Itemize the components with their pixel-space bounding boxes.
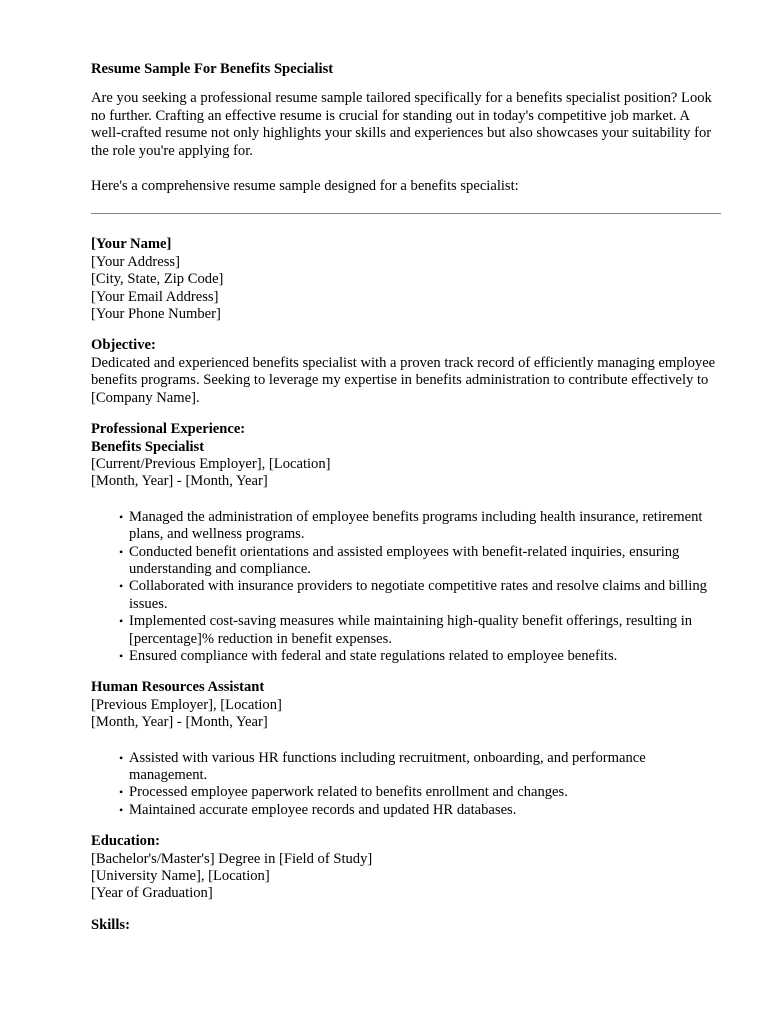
experience-heading: Professional Experience: [91,421,246,438]
education-year: [Year of Graduation] [91,885,213,902]
list-item: • Implemented cost-saving measures while maintaining high-quality benefit offerings, resulting in [percentage]% reduction in benefit expenses. [119,613,693,647]
objective-heading: Objective: [91,337,156,354]
bullet-icon: • [119,802,124,817]
horizontal-divider [91,213,721,214]
objective-text: Dedicated and experienced benefits specialist with a proven track record of efficiently managing employee benefits programs. Seeking to leverage my expertise in benefits administration to contribute effectively to [Company Name]. [91,354,716,406]
list-item: • Collaborated with insurance providers to negotiate competitive rates and resolve claims and billing issues. [119,578,707,612]
skills-heading: Skills: [91,916,130,933]
contact-address: [Your Address] [91,253,180,270]
contact-phone: [Your Phone Number] [91,306,221,323]
document-title: Resume Sample For Benefits Specialist [91,61,334,77]
job-dates: [Month, Year] - [Month, Year] [91,473,268,490]
contact-city: [City, State, Zip Code] [91,271,224,288]
job-title: Benefits Specialist [91,438,205,455]
education-degree: [Bachelor's/Master's] Degree in [Field of Study] [91,850,373,867]
list-item: • Conducted benefit orientations and assisted employees with benefit-related inquiries, ensuring understanding and compliance. [119,543,680,577]
job-bullet-list [91,509,722,666]
job-employer: [Previous Employer], [Location] [91,696,282,713]
job-entry [91,439,722,666]
bullet-icon: • [119,750,124,765]
bullet-icon: • [119,614,124,629]
education-university: [University Name], [Location] [91,868,270,885]
bullet-icon: • [119,785,124,800]
skills-section [91,917,722,934]
job-bullet-list [91,750,722,820]
contact-name: [Your Name] [91,236,172,253]
bullet-icon: • [119,509,124,524]
education-section [91,833,722,903]
list-item: • Assisted with various HR functions including recruitment, onboarding, and performance management. [119,749,646,783]
job-dates: [Month, Year] - [Month, Year] [91,714,268,731]
contact-block [91,236,722,323]
job-entry [91,679,722,819]
bullet-icon: • [119,648,124,663]
experience-section [91,421,722,819]
bullet-icon: • [119,544,124,559]
list-item: • Maintained accurate employee records and updated HR databases. [119,801,517,818]
job-title: Human Resources Assistant [91,679,265,696]
intro-paragraph: Are you seeking a professional resume sample tailored specifically for a benefits specialist position? Look no further. Crafting an effective resume is crucial for standing out in today's competitive job market. A well-crafted resume not only highlights your skills and experiences but also showcases your suitability for the role you're applying for. [91,90,712,159]
lead-paragraph: Here's a comprehensive resume sample designed for a benefits specialist: [91,178,519,195]
list-item: • Managed the administration of employee benefits programs including health insurance, retirement plans, and wellness programs. [119,508,703,543]
education-heading: Education: [91,833,160,850]
list-item: • Processed employee paperwork related to benefits enrollment and changes. [119,784,568,801]
bullet-icon: • [119,579,124,594]
contact-email: [Your Email Address] [91,288,219,305]
list-item: • Ensured compliance with federal and state regulations related to employee benefits. [119,647,618,664]
objective-section [91,337,722,407]
job-employer: [Current/Previous Employer], [Location] [91,455,331,472]
